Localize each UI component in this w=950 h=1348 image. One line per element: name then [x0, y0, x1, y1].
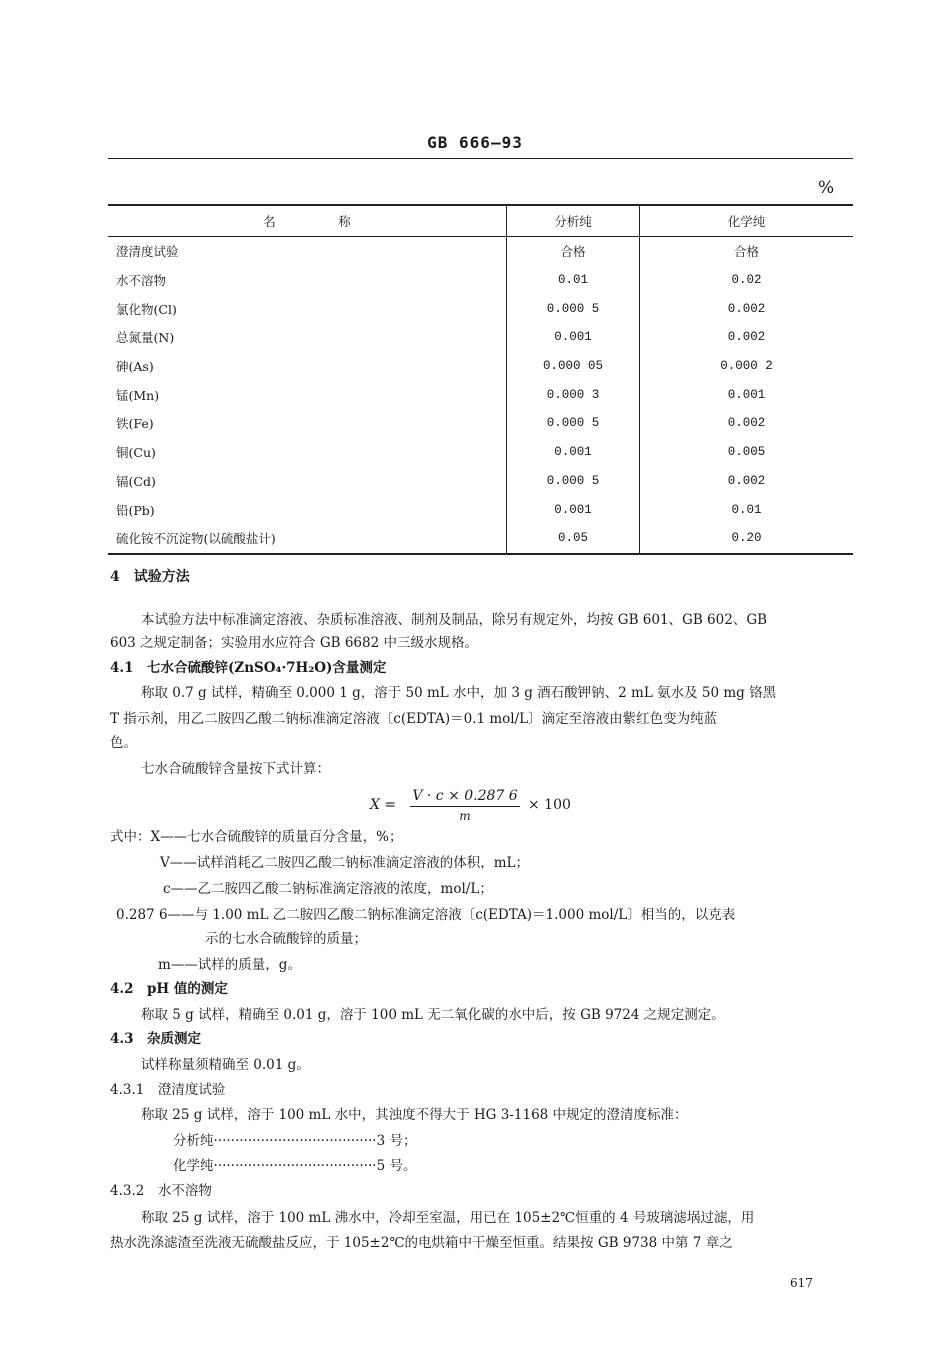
value-analytical-reagent: 0.000 05 — [507, 352, 640, 381]
value-chemically-pure: 0.002 — [640, 467, 854, 496]
section-4-2-title: 4.2 pH 值的测定 — [110, 981, 228, 997]
section-4-1-para-line2: T 指示剂，用乙二胺四乙酸二钠标准滴定溶液〔c(EDTA)＝0.1 mol/L〕滴定至溶液由紫红色变为纯蓝 — [110, 711, 718, 727]
specification-table — [108, 204, 853, 555]
col-header-name: 名 称 — [108, 205, 507, 237]
item-name: 铜(Cu) — [116, 445, 156, 461]
item-name: 镉(Cd) — [116, 473, 156, 489]
col-header-cp: 化学纯 — [640, 205, 854, 237]
table-row — [108, 524, 853, 554]
formula-denominator: m — [459, 809, 471, 823]
value-chemically-pure: 0.20 — [640, 524, 854, 554]
item-name: 澄清度试验 — [116, 244, 179, 260]
value-analytical-reagent: 0.000 5 — [507, 467, 640, 496]
value-chemically-pure: 0.002 — [640, 323, 854, 352]
item-name: 总氮量(N) — [116, 330, 175, 346]
value-chemically-pure: 合格 — [640, 237, 854, 266]
item-name: 锰(Mn) — [116, 387, 160, 403]
section-4-3-2-title: 4.3.2 水不溶物 — [110, 1183, 212, 1199]
where-c: c——乙二胺四乙酸二钠标准滴定溶液的浓度，mol/L； — [163, 881, 493, 897]
section-4-1-para-line3: 色。 — [110, 735, 137, 751]
section-4-3-2-para-line1: 称取 25 g 试样，溶于 100 mL 沸水中，冷却至室温，用已在 105±2℃恒重的 4 号玻璃滤埚过滤，用 — [141, 1210, 755, 1226]
formula-rhs: × 100 — [528, 797, 571, 813]
formula-numerator: V · c × 0.287 6 — [412, 788, 518, 804]
section-4-1-para-line1: 称取 0.7 g 试样，精确至 0.000 1 g，溶于 50 mL 水中，加 3 g 酒石酸钾钠、2 mL 氨水及 50 mg 铬黑 — [141, 685, 777, 701]
value-chemically-pure: 0.002 — [640, 409, 854, 438]
value-analytical-reagent: 0.000 5 — [507, 294, 640, 323]
table-row — [108, 409, 853, 438]
section-4-3-1-para: 称取 25 g 试样，溶于 100 mL 水中，其浊度不得大于 HG 3-1168 中规定的澄清度标准： — [141, 1107, 688, 1123]
item-name: 砷(As) — [116, 359, 154, 375]
col-header-ar: 分析纯 — [507, 205, 640, 237]
value-chemically-pure: 0.02 — [640, 266, 854, 295]
item-name: 氯化物(Cl) — [116, 301, 177, 317]
clarity-cp: 化学纯······································5 号。 — [173, 1158, 417, 1174]
value-analytical-reagent: 0.001 — [507, 323, 640, 352]
section-4-title: 4 试验方法 — [110, 569, 190, 585]
table-row — [108, 266, 853, 295]
value-analytical-reagent: 合格 — [507, 237, 640, 266]
where-x: 式中：X——七水合硫酸锌的质量百分含量，%； — [110, 829, 403, 845]
section-4-3-para: 试样称量须精确至 0.01 g。 — [141, 1057, 310, 1073]
section-4-para-line2: 603 之规定制备；实验用水应符合 GB 6682 中三级水规格。 — [110, 635, 478, 651]
section-4-2-para: 称取 5 g 试样，精确至 0.01 g，溶于 100 mL 无二氧化碳的水中后，按 GB 9724 之规定测定。 — [141, 1007, 725, 1023]
section-4-3-title: 4.3 杂质测定 — [110, 1031, 201, 1047]
table-row — [108, 467, 853, 496]
formula-intro: 七水合硫酸锌含量按下式计算： — [141, 761, 330, 777]
table-unit: % — [818, 178, 835, 198]
value-chemically-pure: 0.001 — [640, 380, 854, 409]
value-analytical-reagent: 0.000 3 — [507, 380, 640, 409]
section-4-3-1-title: 4.3.1 澄清度试验 — [110, 1082, 226, 1098]
value-chemically-pure: 0.002 — [640, 294, 854, 323]
item-name: 硫化铵不沉淀物(以硫酸盐计) — [116, 531, 276, 547]
table-row — [108, 495, 853, 524]
item-name: 水不溶物 — [116, 273, 167, 289]
table-body — [108, 237, 853, 554]
value-analytical-reagent: 0.05 — [507, 524, 640, 554]
value-chemically-pure: 0.000 2 — [640, 352, 854, 381]
where-m: m——试样的质量，g。 — [158, 957, 301, 973]
standard-code: GB 666—93 — [427, 133, 523, 152]
formula-fraction — [410, 788, 520, 823]
value-analytical-reagent: 0.001 — [507, 438, 640, 467]
value-analytical-reagent: 0.01 — [507, 266, 640, 295]
content-formula — [370, 788, 600, 828]
fraction-bar — [410, 806, 520, 807]
value-chemically-pure: 0.01 — [640, 495, 854, 524]
section-4-3-2-para-line2: 热水洗涤滤渣至洗液无硫酸盐反应，于 105±2℃的电烘箱中干燥至恒重。结果按 GB 9738 中第 7 章之 — [110, 1235, 733, 1251]
table-row — [108, 323, 853, 352]
formula-lhs: X = — [370, 797, 397, 813]
where-constant-line1: 0.287 6——与 1.00 mL 乙二胺四乙酸二钠标准滴定溶液〔c(EDTA)＝1.000 mol/L〕相当的，以克表 — [116, 907, 736, 923]
header-rule — [108, 158, 853, 159]
value-analytical-reagent: 0.000 5 — [507, 409, 640, 438]
table-row — [108, 352, 853, 381]
item-name: 铅(Pb) — [116, 502, 155, 518]
value-analytical-reagent: 0.001 — [507, 495, 640, 524]
value-chemically-pure: 0.005 — [640, 438, 854, 467]
table-row — [108, 438, 853, 467]
table-row — [108, 294, 853, 323]
section-4-para-line1: 本试验方法中标准滴定溶液、杂质标准溶液、制剂及制品，除另有规定外，均按 GB 601、GB 602、GB — [141, 612, 768, 628]
where-constant-line2: 示的七水合硫酸锌的质量； — [205, 931, 367, 947]
clarity-ar: 分析纯······································3 号； — [173, 1133, 417, 1149]
table-header-row — [108, 205, 853, 237]
table-row — [108, 237, 853, 266]
where-v: V——试样消耗乙二胺四乙酸二钠标准滴定溶液的体积，mL； — [160, 855, 530, 871]
page-number: 617 — [790, 1276, 813, 1290]
section-4-1-title: 4.1 七水合硫酸锌(ZnSO₄·7H₂O)含量测定 — [110, 660, 387, 676]
item-name: 铁(Fe) — [116, 416, 154, 432]
table-row — [108, 380, 853, 409]
